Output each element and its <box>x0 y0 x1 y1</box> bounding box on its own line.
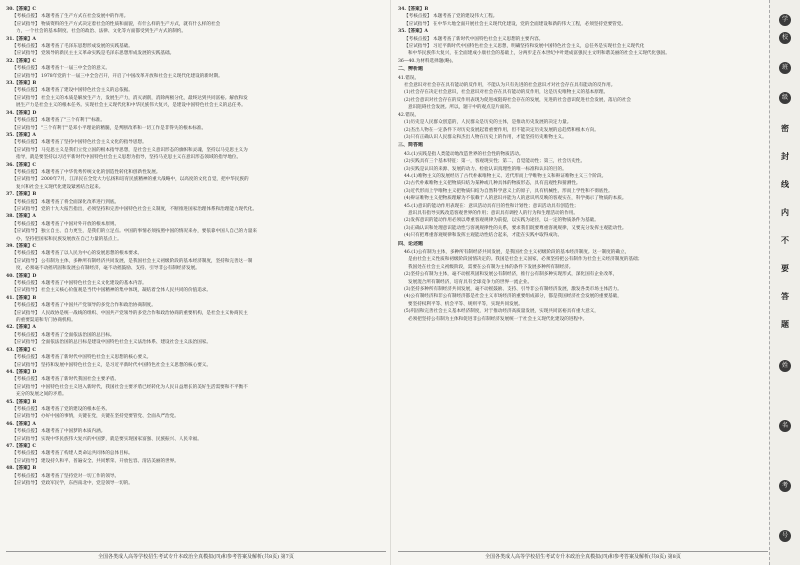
left-page-line: 【考核点拨】 本题考查了中国对外开放的根本原则。 <box>12 221 120 227</box>
left-page-line: 【应试指导】 1978年党的十一届三中全会召开，开启了中国改革开放和社会主义现代化建设的新时期。 <box>12 73 223 79</box>
binding-mark: 答 <box>781 291 789 301</box>
left-page-line: 【应试指导】 "三个有利于"是邓小平理论的精髓，是判断改革和一切工作是非得失的根本标准。 <box>12 125 207 131</box>
binding-mark: 题 <box>781 319 789 329</box>
left-page-body <box>6 6 386 487</box>
right-page-line: 44.(1)唯物主义的发展经历了古代朴素唯物主义、近代形而上学唯物主义和辩证唯物主义三个阶段。 <box>404 173 607 179</box>
left-page-line: 【应试指导】 中国特色社会主义进入新时代，我国社会主要矛盾已经转化为人民日益增长的美好生活需要和不平衡不 <box>12 384 248 390</box>
left-page-line: 【应试指导】 党政军民学，东西南北中，党是领导一切的。 <box>12 481 133 486</box>
left-page-line: 【应试指导】 建设持久和平、普遍安全、共同繁荣、开放包容、清洁美丽的世界。 <box>12 458 179 464</box>
right-page-line: (3)只有正确认识人民群众和杰出人物在历史上的作用，才能坚持历史唯物主义。 <box>404 134 567 140</box>
left-page-line: 【考核点拨】 本题考查了构建人类命运共同体的总体目标。 <box>12 451 133 457</box>
right-page-line: (2)实践具有三个基本特征：第一，客观现实性；第二，自觉能动性；第三，社会历史性。 <box>404 159 586 165</box>
binding-mark: 学 <box>779 14 791 26</box>
right-page-line: (2)发挥意识的能动作用必须以尊重客观规律为前提，以实践为途径，以一定的物质条件为基础。 <box>404 218 599 224</box>
left-page-line: 41.【答案】B <box>6 295 37 301</box>
right-page-line: (3)实践是认识的来源、发展的动力、检验认识真理性的唯一标准和认识的目的。 <box>404 166 567 172</box>
right-page-line: 要坚持权利平等、机会平等、规则平等，实现共同发展。 <box>408 301 523 307</box>
left-page-line: 【考核点拨】 本题考查了中国梦的本质内涵。 <box>12 429 106 435</box>
left-page-line: 指导，就是要坚持以习近平新时代中国特色社会主义思想为指导，坚持马克思主义在意识形态领域的指导地位。 <box>16 155 242 161</box>
left-page-line: 【应试指导】 人民政协是统一战线的组织、中国共产党领导的多党合作和政治协商的重要机构，是社会主义协商民主 <box>12 310 248 316</box>
binding-mark: 班 <box>779 62 791 74</box>
left-page-line: 【应试指导】 实现中华民族伟大复兴的中国梦，就是要实现国家富强、民族振兴、人民幸福。 <box>12 436 202 442</box>
right-page-line: (3)坚持多种所有制经济共同发展，毫不动摇鼓励、支持、引导非公有制经济发展，激发各类市场主体活力。 <box>404 287 622 293</box>
left-page-line: 46.【答案】A <box>6 421 36 427</box>
left-page-line: 【应试指导】 马克思主义是我们立党立国的根本指导思想，是社会主义意识形态的旗帜和灵魂，坚持以马克思主义为 <box>12 147 248 153</box>
left-page-line: 32.【答案】C <box>6 58 37 64</box>
left-page-line: 47.【答案】C <box>6 443 37 449</box>
left-page <box>6 6 386 546</box>
right-page-line: (3)近代形而上学唯物主义把物质归结为自然科学意义上的原子，具有机械性、形而上学性和不彻底性。 <box>404 188 613 194</box>
left-page-line: 【考核点拨】 本题考查了中华优秀传统文化的创造性转化和创新性发展。 <box>12 169 161 175</box>
right-page-line: (5)巩固和完善社会主义基本经济制度，对于推动经济高质量发展，实现共同富裕具有重大意义， <box>404 309 599 315</box>
left-page-line: 37.【答案】B <box>6 192 37 198</box>
binding-mark: 名 <box>779 420 791 432</box>
right-page-line: (2)古代朴素唯物主义把物质归结为某种或几种具体的物质形态，具有直观性和猜测性。 <box>404 181 581 187</box>
left-page-line: 复兴和社会主义现代化建设紧密结合起来。 <box>16 184 104 190</box>
left-page-line: 【考核点拨】 本题考查了新时代中国特色社会主义思想的核心要义。 <box>12 355 152 361</box>
left-page-line: 【应试指导】 物质资料的生产方式决定着社会的性质和面貌，有什么样的生产方式，就有什么样的社会 <box>12 21 221 27</box>
left-page-line: 【考核点拨】 本题考查了毛泽东思想形成发展的实践基础。 <box>12 44 133 50</box>
page-divider <box>390 0 391 565</box>
right-page-line: 43.(1)实践是指人类能动地改造世界的社会性的物质活动。 <box>404 151 524 157</box>
binding-strip <box>769 0 800 565</box>
binding-mark: 号 <box>779 530 791 542</box>
right-page-line: 34.【答案】B <box>398 7 429 12</box>
left-page-line: 【考核点拨】 本题考查十一届三中全会的意义。 <box>12 66 110 72</box>
right-page-line: 35.【答案】A <box>398 29 428 35</box>
left-page-line: 33.【答案】B <box>6 81 37 87</box>
left-page-line: 48.【答案】B <box>6 466 37 472</box>
right-page-line: (1)社会存在决定社会意识，社会意识对社会存在具有能动的反作用，这是历史唯物主义的基本原理。 <box>404 90 609 96</box>
binding-mark: 不 <box>781 235 789 245</box>
binding-mark: 校 <box>779 32 791 44</box>
right-page-line: 社会意识对社会存在具有能动的反作用，不能认为只有先进的社会意识才对社会存在具有能动的反作用。 <box>404 83 616 89</box>
right-page-line: (4)辩证唯物主义把物质理解为不依赖于人的意识并能为人的意识所反映的客观实在，科学揭示了物质的本质。 <box>404 196 627 202</box>
right-page-line: 42.错误。 <box>398 112 420 118</box>
left-page-line: 【考核点拨】 本题考查了全面依法治国的总目标。 <box>12 332 115 338</box>
right-page-line: (1)历史是人民群众创造的，人民群众是历史的主体，是推动历史发展的决定力量。 <box>404 120 572 126</box>
left-page-line: 【考核点拨】 本题考查了生产方式在社会发展中的作用。 <box>12 14 129 20</box>
right-page-line: 【应试指导】 在中华大地全面开展社会主义现代化建设，党的全面建设和新的伟大工程，必须坚持党要管党。 <box>404 21 626 27</box>
left-page-line: 38.【答案】A <box>6 214 36 220</box>
left-page-line: 【考核点拨】 本题考查了中国特色社会主义文化建设的基本内容。 <box>12 281 147 287</box>
left-page-line: 办，坚持把国家和民族发展放在自己力量的基点上。 <box>16 236 122 242</box>
left-page-line: 充分的发展之间的矛盾。 <box>16 392 67 398</box>
right-page-line: 36—40.为材料选择题(略)。 <box>398 58 457 64</box>
right-page-line: 必须把坚持公有制为主体和促进非公有制经济发展统一于社会主义现代化建设的进程中。 <box>408 316 588 322</box>
right-page-line: 41.错误。 <box>398 75 420 81</box>
right-page-line: 三、简答题 <box>398 142 424 149</box>
right-page-line: 【应试指导】 习近平新时代中国特色社会主义思想，明确坚持和发展中国特色社会主义，总任务是实现社会主义现代化 <box>404 44 645 50</box>
left-page-line: 度，必须毫不动摇巩固和发展公有制经济，毫不动摇鼓励、支持、引导非公有制经济发展。 <box>16 266 200 272</box>
left-page-line: 【考核点拨】 本题考查了建设中国特色社会主义的总依据。 <box>12 88 133 94</box>
left-page-line: 【考核点拨】 本题考查了将全面深化改革进行到底。 <box>12 199 120 205</box>
binding-mark: 要 <box>781 263 789 273</box>
right-page-line: (4)公有制经济和非公有制经济都是社会主义市场经济的重要组成部分，都是我国经济社会发展的重要基础， <box>404 294 622 300</box>
right-page-line: 意识具有指导实践改造客观世界的作用；意识具有调控人的行为和生理活动的作用。 <box>408 210 578 216</box>
right-page-line: (2)坚持公有制为主体，毫不动摇巩固和发展公有制经济，推行公有制多种实现形式，深化国有企业改革， <box>404 272 618 278</box>
left-page-line: 【应试指导】 党的十九大报告指出，必须坚持和完善中国特色社会主义制度，不断推进国家治理体系和治理能力现代化。 <box>12 206 257 212</box>
left-page-line: 【考核点拨】 本题考查了新时代我国社会主要矛盾。 <box>12 377 120 383</box>
left-page-line: 35.【答案】A <box>6 132 36 138</box>
binding-mark: 线 <box>781 179 789 189</box>
left-page-footer: 全国各类成人高等学校招生考试专升本政治全真模拟(四)和参考答案及解析(共8页) 第7页 <box>6 551 386 561</box>
right-page-line: 46.(1)公有制为主体，多种所有制经济共同发展，是我国社会主义初级阶段的基本经济制度。这一制度的确立， <box>404 250 630 255</box>
left-page-line: 【应试指导】 社会主义核心价值观是当代中国精神的集中体现，凝结着全体人民共同的价值追求。 <box>12 288 211 294</box>
left-page-line: 44.【答案】D <box>6 369 37 375</box>
binding-mark: 考 <box>779 480 791 492</box>
binding-mark: 内 <box>781 207 789 217</box>
right-page-line: 是由社会主义性质和初级阶段国情决定的。我国是社会主义国家，必须坚持把公有制作为社会主义经济制度的基础； <box>408 257 643 263</box>
left-page-line: 【考核点拨】 本题考查了中国共产党领导的多党合作和政治协商制度。 <box>12 303 156 309</box>
right-page-footer: 全国各类成人高等学校招生考试专升本政治全真模拟(四)和参考答案及解析(共8页) 第8页 <box>398 551 768 561</box>
left-page-line: 【应试指导】 全面依法治国的总目标是建设中国特色社会主义法治体系、建设社会主义法治国家。 <box>12 340 211 346</box>
binding-mark: 级 <box>779 92 791 104</box>
right-page-line: (2)杰出人物在一定条件下对历史发展起着重要作用，但不能决定历史发展的总趋势和根本方向。 <box>404 127 599 133</box>
right-page-line: 二、辨析题 <box>398 66 424 73</box>
left-page-line: 45.【答案】B <box>6 399 37 405</box>
left-page-line: 【考核点拨】 本题考查了"三个有利于"标准。 <box>12 118 105 124</box>
right-page-line: (3)正确认识和处理意识能动性与客观规律性的关系，要求我们既要尊重客观规律，又要充分发挥主观能动性。 <box>404 225 627 231</box>
left-page-line: 43.【答案】C <box>6 347 37 353</box>
left-page-line: 【应试指导】 坚持和发展中国特色社会主义，是习近平新时代中国特色社会主义思想的核心要义。 <box>12 362 211 368</box>
left-page-line: 【应试指导】 办好中国的事情，关键在党，关键在坚持党要管党、全面从严治党。 <box>12 414 179 420</box>
left-page-line: 【考核点拨】 本题考查了以人民为中心的发展思想的根本要求。 <box>12 251 143 257</box>
left-page-line: 【考核点拨】 本题考查了党的建设的根本任务。 <box>12 406 110 412</box>
left-page-line: 展生产力是社会主义的根本任务。实现社会主义现代化和中华民族伟大复兴，是建设中国特色社会主义的总任务。 <box>16 103 246 109</box>
right-page-line: 发展混合所有制经济，培育具有全球竞争力的世界一流企业。 <box>408 279 533 285</box>
right-page-line: 意识阻碍社会发展。所以，题干中的观点是片面的。 <box>408 105 514 111</box>
right-page-line: 我国处在社会主义初级阶段，需要在公有制为主体的条件下发展多种所有制经济。 <box>408 264 574 270</box>
left-page-line: 39.【答案】C <box>6 244 37 249</box>
left-page-line: 36.【答案】C <box>6 162 37 168</box>
right-page-line: 45.(1)意识的能动作用表现在：意识活动具有目的性和计划性；意识活动具有创造性； <box>404 203 579 209</box>
left-page-line: 【应试指导】 党领导的新民主主义革命实践是毛泽东思想形成发展的实践基础。 <box>12 51 175 57</box>
right-page-line: 和中华民族伟大复兴，在全面建成小康社会的基础上，分两步走在本世纪中叶建成富强民主文明和谐美丽的社会主义现代化强国。 <box>408 51 670 57</box>
right-page-body <box>398 6 768 323</box>
left-page-line: 力，一个社会的基本制度、社会的政治、法律、文化等方面都受到生产方式的制约。 <box>16 29 186 35</box>
left-page-line: 42.【答案】A <box>6 325 36 331</box>
binding-mark: 封 <box>781 151 789 161</box>
left-page-line: 【应试指导】 公有制为主体，多种所有制经济共同发展，是我国社会主义初级阶段的基本经济制度，坚持和完善这一制 <box>12 258 253 264</box>
right-page-line: (2)社会意识对社会存在的反作用表现为促进或阻碍社会存在的发展，先进的社会意识促进社会发展，落后的社会 <box>404 97 632 103</box>
right-page <box>398 6 768 546</box>
binding-mark: 姓 <box>779 360 791 372</box>
right-page-line: 【考核点拨】 本题考查了党的建设伟大工程。 <box>404 14 498 20</box>
binding-mark: 密 <box>781 123 789 133</box>
left-page-line: 34.【答案】D <box>6 110 37 116</box>
left-page-line: 的重要渠道和专门协商机构。 <box>16 318 76 324</box>
left-page-line: 【考核点拨】 本题考查了坚持党对一切工作的领导。 <box>12 473 120 479</box>
right-page-line: (4)只有把尊重客观规律和发挥主观能动性结合起来，才能在实践中取得成功。 <box>404 233 563 239</box>
right-page-line: 四、论述题 <box>398 240 424 247</box>
left-page-line: 【应试指导】 独立自主、自力更生，是我们的立足点。中国的事情必须按照中国的情况来办，要依靠中国人自己的力量来 <box>12 229 257 235</box>
left-page-line: 30.【答案】C <box>6 7 37 12</box>
left-page-line: 【应试指导】 社会主义的本质是解放生产力，发展生产力，消灭剥削，消除两极分化，最终达到共同富裕。解放和发 <box>12 95 248 101</box>
left-page-line: 40.【答案】D <box>6 273 37 279</box>
right-page-line: 【考核点拨】 本题考查了新时代中国特色社会主义思想的主要内容。 <box>404 36 544 42</box>
left-page-line: 【应试指导】 2000年7月，江泽民在全党大力弘扬和培育民族精神的重大战略中，以高度的文化自觉，把中华民族的 <box>12 177 249 183</box>
left-page-line: 31.【答案】A <box>6 36 36 42</box>
left-page-line: 【考核点拨】 本题考查了坚持中国特色社会主义文化的指导思想。 <box>12 140 147 146</box>
